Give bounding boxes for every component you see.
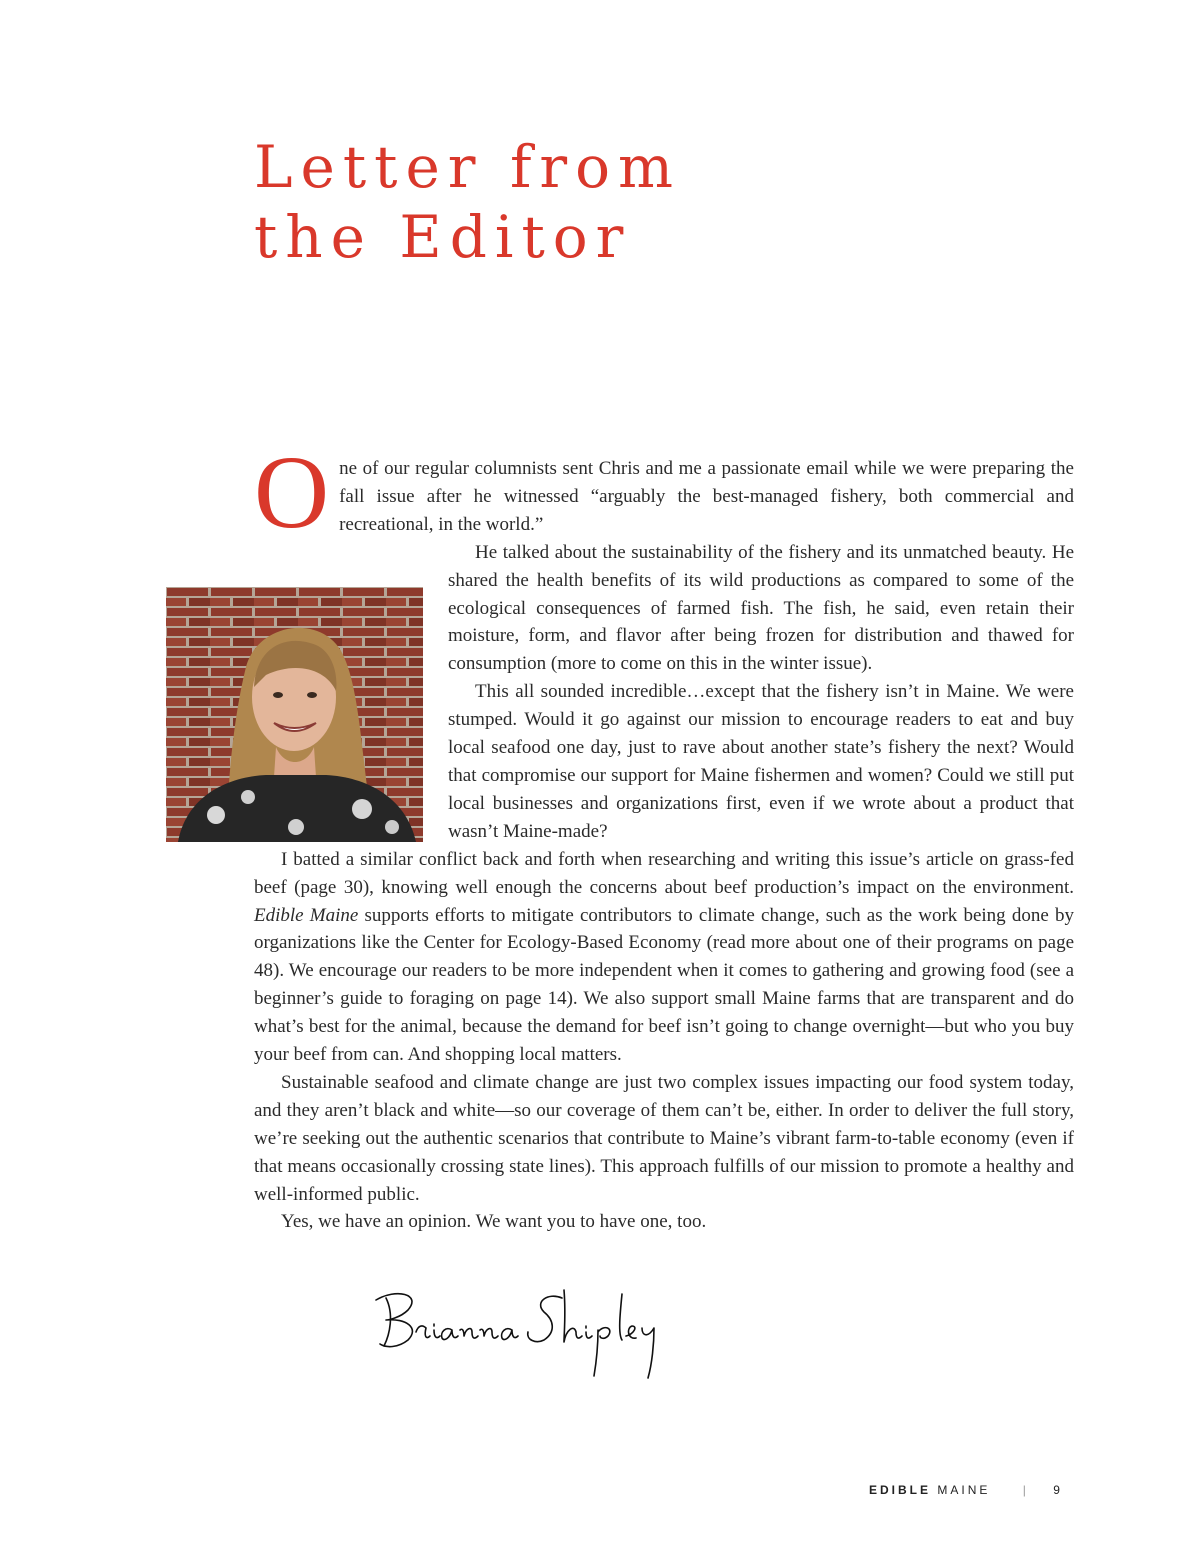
paragraph-2-text: He talked about the sustainability of the fishery and its unmatched beauty. He shared the health benefits of its wild productions as compared to some of the ecological consequences of farmed fish. The fish, he said, even retain their moisture, form, and flavor after being frozen for distribution and thawed for consumption (more to come on this in the winter issue).	[448, 541, 1074, 675]
footer-brand-light: MAINE	[937, 1483, 991, 1497]
drop-cap: O	[254, 435, 330, 550]
paragraph-1-text: ne of our regular columnists sent Chris and me a passionate email while we were preparing the fall issue after he witnessed “arguably the best-managed fishery, both commercial and recreational, in the world.”	[339, 458, 1074, 535]
title-line-2: the Editor	[254, 203, 632, 271]
paragraph-4-text-before: I batted a similar conflict back and forth when researching and writing this issue’s article on grass-fed beef (page 30), knowing well enough the concerns about beef production’s impact on the environment.	[254, 848, 1074, 898]
signature	[372, 1284, 682, 1384]
magazine-name-italic: Edible Maine	[254, 904, 359, 926]
footer-separator: |	[1022, 1483, 1029, 1497]
editor-photo	[166, 587, 446, 842]
paragraph-1	[254, 435, 1074, 550]
paragraph-3-text: This all sounded incredible…except that the fishery isn’t in Maine. We were stumped. Would it go against our mission to encourage readers to eat and buy local seafood one day, just to rave about another state’s fishery the next? Would that compromise our support for Maine fishermen and women? Could we still put local businesses and organizations first, even if we wrote about a product that wasn’t Maine-made?	[448, 681, 1074, 842]
paragraph-4-text-after: supports efforts to mitigate contributors to climate change, such as the work being done by organizations like the Center for Ecology-Based Economy (read more about one of their programs on page 48). We encourage our readers to be more independent when it comes to gathering and growing food (see a beginner’s guide to foraging on page 14). We also support small Maine farms that are transparent and do what’s best for the animal, because the demand for beef isn’t going to change overnight—but who you buy your beef from can. And shopping local matters.	[254, 904, 1074, 1066]
footer-brand-bold: EDIBLE	[869, 1483, 932, 1497]
page-title	[254, 132, 681, 272]
paragraph-2	[254, 539, 1074, 679]
editor-portrait-image	[166, 587, 423, 842]
page-number: 9	[1053, 1483, 1063, 1497]
page-footer	[869, 1483, 1063, 1497]
paragraph-6: Yes, we have an opinion. We want you to have one, too.	[281, 1211, 707, 1233]
paragraph-4	[254, 846, 1074, 1069]
letter-body	[254, 435, 1074, 1236]
paragraph-5: Sustainable seafood and climate change are just two complex issues impacting our food system today, and they aren’t black and white—so our coverage of them can’t be, either. In order to deliver the full story, we’re seeking out the authentic scenarios that contribute to Maine’s vibrant farm-to-table economy (even if that means occasionally crossing state lines). This approach fulfills of our mission to promote a healthy and well-informed public.	[254, 1071, 1074, 1205]
signature-image	[372, 1284, 682, 1384]
title-line-1: Letter from	[254, 133, 682, 201]
